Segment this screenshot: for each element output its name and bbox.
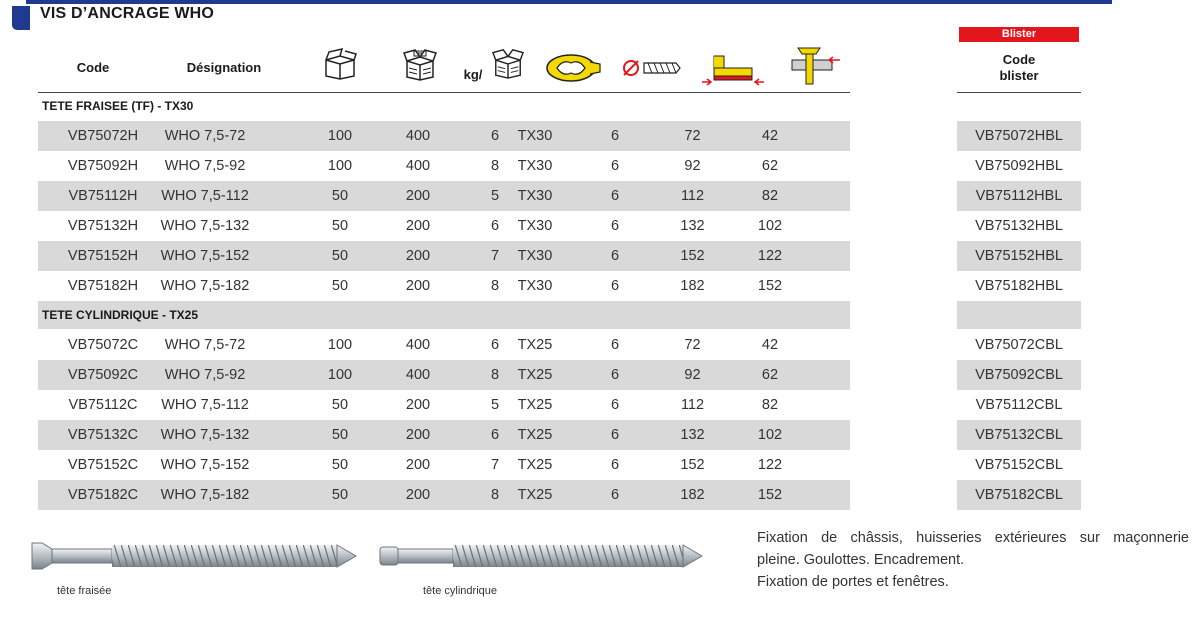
cell-drive: TX25 [517, 487, 553, 503]
header-code-blister-line1: Code [1002, 52, 1036, 67]
title-tab [12, 6, 30, 30]
cell-max: 152 [757, 487, 783, 503]
cell-length: 92 [684, 158, 701, 174]
blister-row [957, 360, 1081, 390]
cell-carton: 200 [405, 397, 431, 413]
blister-row [957, 121, 1081, 151]
cell-blister-code: VB75132HBL [975, 218, 1063, 234]
cell-carton: 200 [405, 188, 431, 204]
cell-blister-code: VB75132CBL [975, 427, 1063, 443]
cell-box: 100 [327, 128, 353, 144]
cell-designation: WHO 7,5-132 [160, 218, 250, 234]
table-row [38, 330, 850, 360]
cell-code: VB75182C [67, 487, 139, 503]
torx-bit-icon [545, 52, 601, 84]
cell-blister-code: VB75092HBL [975, 158, 1063, 174]
cell-length: 182 [680, 487, 705, 503]
cell-kg: 7 [490, 248, 500, 264]
table-row [38, 480, 850, 510]
cell-length: 72 [684, 337, 701, 353]
cell-drive: TX25 [517, 367, 553, 383]
cell-drill: 6 [610, 397, 620, 413]
caption-cylindrical: tête cylindrique [423, 585, 497, 597]
table-row [38, 450, 850, 480]
header-code: Code [76, 60, 110, 75]
section-header [38, 92, 850, 120]
cell-carton: 200 [405, 248, 431, 264]
cell-drill: 6 [610, 457, 620, 473]
cell-drive: TX30 [517, 218, 553, 234]
weight-carton-icon [492, 46, 524, 80]
cell-kg: 8 [490, 487, 500, 503]
cell-length: 112 [680, 397, 705, 413]
carton-icon [403, 47, 437, 81]
cell-length: 132 [680, 427, 705, 443]
cell-kg: 6 [490, 427, 500, 443]
cell-carton: 200 [405, 487, 431, 503]
drill-diameter-icon [622, 57, 682, 79]
cell-code: VB75072H [67, 128, 139, 144]
cell-drive: TX30 [517, 128, 553, 144]
cell-carton: 200 [405, 218, 431, 234]
table-row [38, 121, 850, 151]
table-row [38, 360, 850, 390]
cell-length: 182 [680, 278, 705, 294]
blister-row [957, 181, 1081, 211]
cell-carton: 200 [405, 457, 431, 473]
cell-designation: WHO 7,5-182 [160, 278, 250, 294]
fixing-thickness-icon [786, 46, 842, 86]
blister-header-rule [957, 92, 1081, 93]
cell-designation: WHO 7,5-72 [164, 128, 246, 144]
cell-kg: 6 [490, 128, 500, 144]
cell-drive: TX25 [517, 337, 553, 353]
cell-length: 112 [680, 188, 705, 204]
blister-row [957, 241, 1081, 271]
header-kg-label: kg/ [463, 67, 483, 82]
cell-carton: 400 [405, 128, 431, 144]
cell-designation: WHO 7,5-152 [160, 457, 250, 473]
cell-blister-code: VB75112CBL [975, 397, 1063, 413]
cell-designation: WHO 7,5-152 [160, 248, 250, 264]
cell-carton: 400 [405, 367, 431, 383]
table-row [38, 271, 850, 301]
table-row [38, 151, 850, 181]
cell-kg: 5 [490, 397, 500, 413]
blister-section-spacer [957, 301, 1081, 329]
cell-designation: WHO 7,5-112 [161, 188, 249, 204]
cell-drive: TX30 [517, 248, 553, 264]
countersunk-screw-image [30, 539, 360, 573]
box-icon [323, 48, 357, 80]
cell-max: 122 [757, 457, 783, 473]
cell-box: 50 [331, 218, 349, 234]
cell-drill: 6 [610, 248, 620, 264]
blister-row [957, 211, 1081, 241]
cell-kg: 8 [490, 278, 500, 294]
cell-drill: 6 [610, 337, 620, 353]
table-row [38, 390, 850, 420]
cell-max: 42 [761, 128, 779, 144]
cell-designation: WHO 7,5-112 [161, 397, 249, 413]
header-designation: Désignation [186, 60, 262, 75]
cell-box: 50 [331, 457, 349, 473]
blister-row [957, 271, 1081, 301]
cell-max: 62 [761, 158, 779, 174]
cell-length: 72 [684, 128, 701, 144]
cell-code: VB75152C [67, 457, 139, 473]
cell-code: VB75112C [68, 397, 138, 413]
cell-blister-code: VB75182CBL [975, 487, 1063, 503]
cell-max: 82 [761, 188, 779, 204]
cell-length: 132 [680, 218, 705, 234]
cell-drill: 6 [610, 128, 620, 144]
cylindrical-screw-image [378, 539, 706, 573]
table-row [38, 420, 850, 450]
cell-drill: 6 [610, 427, 620, 443]
section-header [38, 301, 850, 329]
cell-max: 122 [757, 248, 783, 264]
cell-drill: 6 [610, 367, 620, 383]
cell-code: VB75072C [67, 337, 139, 353]
cell-length: 152 [680, 248, 705, 264]
cell-kg: 6 [490, 218, 500, 234]
blister-row [957, 151, 1081, 181]
cell-carton: 200 [405, 278, 431, 294]
cell-max: 152 [757, 278, 783, 294]
cell-designation: WHO 7,5-72 [164, 337, 246, 353]
cell-box: 50 [331, 248, 349, 264]
cell-blister-code: VB75152CBL [975, 457, 1063, 473]
cell-max: 102 [757, 218, 783, 234]
cell-box: 50 [331, 188, 349, 204]
cell-box: 50 [331, 278, 349, 294]
cell-designation: WHO 7,5-92 [164, 158, 246, 174]
cell-kg: 6 [490, 337, 500, 353]
blister-row [957, 450, 1081, 480]
cell-blister-code: VB75152HBL [975, 248, 1063, 264]
table-row [38, 181, 850, 211]
cell-blister-code: VB75182HBL [975, 278, 1063, 294]
table-row [38, 241, 850, 271]
cell-length: 152 [680, 457, 705, 473]
cell-designation: WHO 7,5-92 [164, 367, 246, 383]
cell-max: 62 [761, 367, 779, 383]
cell-drive: TX30 [517, 278, 553, 294]
header-code-blister-line2: blister [999, 68, 1039, 83]
cell-kg: 8 [490, 367, 500, 383]
section-title: TETE CYLINDRIQUE - TX25 [42, 308, 199, 322]
cell-drive: TX25 [517, 457, 553, 473]
cell-code: VB75092H [67, 158, 139, 174]
cell-blister-code: VB75072CBL [975, 337, 1063, 353]
cell-drive: TX30 [517, 158, 553, 174]
cell-length: 92 [684, 367, 701, 383]
cell-code: VB75132H [67, 218, 139, 234]
cell-code: VB75182H [67, 278, 139, 294]
cell-blister-code: VB75112HBL [975, 188, 1063, 204]
cell-code: VB75112H [68, 188, 138, 204]
cell-code: VB75132C [67, 427, 139, 443]
cell-blister-code: VB75072HBL [975, 128, 1063, 144]
section-title: TETE FRAISEE (TF) - TX30 [42, 99, 194, 113]
cell-carton: 400 [405, 158, 431, 174]
description-line2: pleine. Goulottes. Encadrement. [757, 552, 965, 568]
cell-max: 42 [761, 337, 779, 353]
cell-max: 82 [761, 397, 779, 413]
cell-drill: 6 [610, 278, 620, 294]
description-line1: Fixation de châssis, huisseries extérieures sur maçonnerie [757, 530, 1189, 546]
cell-box: 50 [331, 487, 349, 503]
cell-blister-code: VB75092CBL [975, 367, 1063, 383]
table-row [38, 211, 850, 241]
cell-box: 50 [331, 397, 349, 413]
cell-box: 50 [331, 427, 349, 443]
cell-drive: TX25 [517, 397, 553, 413]
description-line3: Fixation de portes et fenêtres. [757, 574, 949, 590]
header-code-blister [957, 52, 1081, 84]
cell-drill: 6 [610, 188, 620, 204]
cell-carton: 200 [405, 427, 431, 443]
blister-row [957, 420, 1081, 450]
cell-drive: TX30 [517, 188, 553, 204]
cell-carton: 400 [405, 337, 431, 353]
screw-length-icon [700, 52, 766, 86]
blister-row [957, 330, 1081, 360]
cell-kg: 8 [490, 158, 500, 174]
product-description [757, 527, 1189, 593]
top-rule [26, 0, 1112, 4]
cell-max: 102 [757, 427, 783, 443]
cell-box: 100 [327, 158, 353, 174]
cell-designation: WHO 7,5-182 [160, 487, 250, 503]
cell-drive: TX25 [517, 427, 553, 443]
cell-kg: 7 [490, 457, 500, 473]
blister-tag: Blister [959, 27, 1079, 42]
cell-code: VB75092C [67, 367, 139, 383]
blister-row [957, 390, 1081, 420]
cell-box: 100 [327, 337, 353, 353]
cell-code: VB75152H [67, 248, 139, 264]
page-title: VIS D’ANCRAGE WHO [40, 5, 215, 22]
blister-row [957, 480, 1081, 510]
cell-box: 100 [327, 367, 353, 383]
cell-drill: 6 [610, 487, 620, 503]
caption-countersunk: tête fraisée [57, 585, 112, 597]
cell-kg: 5 [490, 188, 500, 204]
cell-drill: 6 [610, 218, 620, 234]
cell-drill: 6 [610, 158, 620, 174]
cell-designation: WHO 7,5-132 [160, 427, 250, 443]
